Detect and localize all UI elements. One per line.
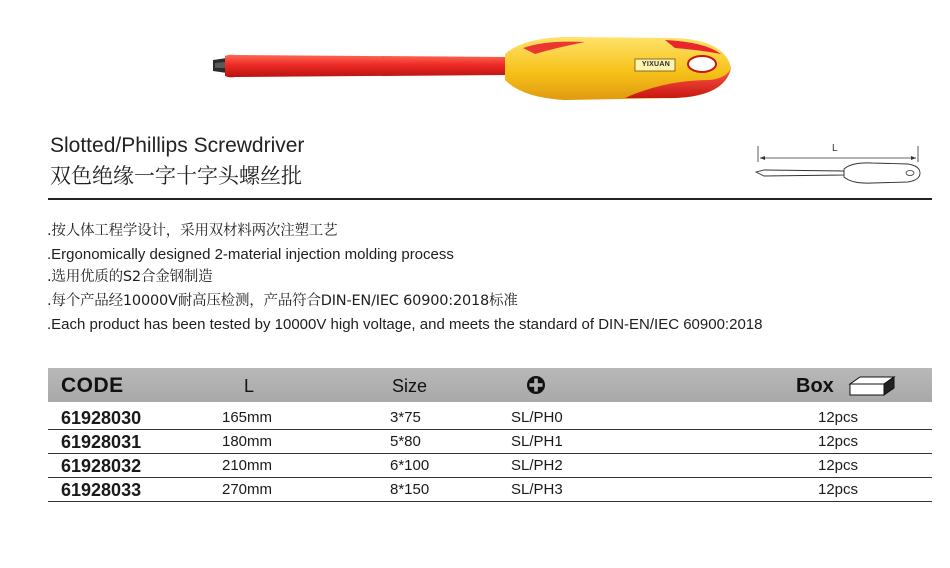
table-row bbox=[48, 477, 932, 502]
header-code: CODE bbox=[61, 374, 124, 397]
cell-code: 61928033 bbox=[61, 480, 142, 500]
cell-length: 165mm bbox=[222, 409, 273, 426]
table-row bbox=[48, 453, 932, 478]
cell-code: 61928032 bbox=[61, 456, 142, 476]
shaft-insulation bbox=[225, 55, 510, 78]
cell-length: 180mm bbox=[222, 433, 273, 450]
cell-size: 6*100 bbox=[390, 457, 430, 474]
cell-size: 5*80 bbox=[390, 433, 421, 450]
header-size: Size bbox=[392, 376, 428, 396]
feature-item: .每个产品经10000V耐高压检测，产品符合DIN-EN/IEC 60900:2018标准 bbox=[47, 292, 518, 309]
dimension-diagram bbox=[748, 142, 928, 190]
screwdriver-illustration bbox=[205, 30, 745, 112]
cell-size: 3*75 bbox=[390, 409, 421, 426]
cell-qty: 12pcs bbox=[818, 457, 859, 474]
feature-item: .选用优质的S2合金钢制造 bbox=[47, 269, 213, 286]
feature-item: .Ergonomically designed 2-material injection molding process bbox=[47, 246, 454, 264]
box-icon bbox=[848, 368, 896, 402]
header-box: Box bbox=[796, 375, 834, 397]
brand-mark: YIXUAN bbox=[641, 61, 671, 68]
cell-tip: SL/PH3 bbox=[511, 481, 563, 498]
product-image bbox=[205, 30, 745, 112]
cell-qty: 12pcs bbox=[818, 481, 859, 498]
header-length: L bbox=[244, 376, 255, 396]
feature-item: .按人体工程学设计，采用双材料两次注塑工艺 bbox=[47, 223, 338, 239]
cell-length: 270mm bbox=[222, 481, 273, 498]
cell-code: 61928030 bbox=[61, 408, 142, 428]
product-title-en: Slotted/Phillips Screwdriver bbox=[50, 134, 305, 157]
cell-qty: 12pcs bbox=[818, 409, 859, 426]
cell-tip: SL/PH1 bbox=[511, 433, 563, 450]
cell-qty: 12pcs bbox=[818, 433, 859, 450]
section-divider bbox=[48, 198, 932, 200]
feature-item: .Each product has been tested by 10000V high voltage, and meets the standard of DIN-EN/IEC 60900:2018 bbox=[47, 315, 763, 333]
cell-tip: SL/PH2 bbox=[511, 457, 563, 474]
product-title-cn: 双色绝缘一字十字头螺丝批 bbox=[50, 164, 302, 188]
hang-hole bbox=[688, 56, 716, 72]
feature-list bbox=[47, 220, 762, 336]
cell-length: 210mm bbox=[222, 457, 273, 474]
table-row bbox=[48, 405, 932, 430]
cell-tip: SL/PH0 bbox=[511, 409, 563, 426]
cell-code: 61928031 bbox=[61, 432, 142, 452]
cell-size: 8*150 bbox=[390, 481, 430, 498]
spec-table-header bbox=[48, 368, 932, 402]
phillips-tip-icon bbox=[526, 368, 546, 402]
table-row bbox=[48, 429, 932, 454]
dimension-label: L bbox=[832, 143, 838, 154]
